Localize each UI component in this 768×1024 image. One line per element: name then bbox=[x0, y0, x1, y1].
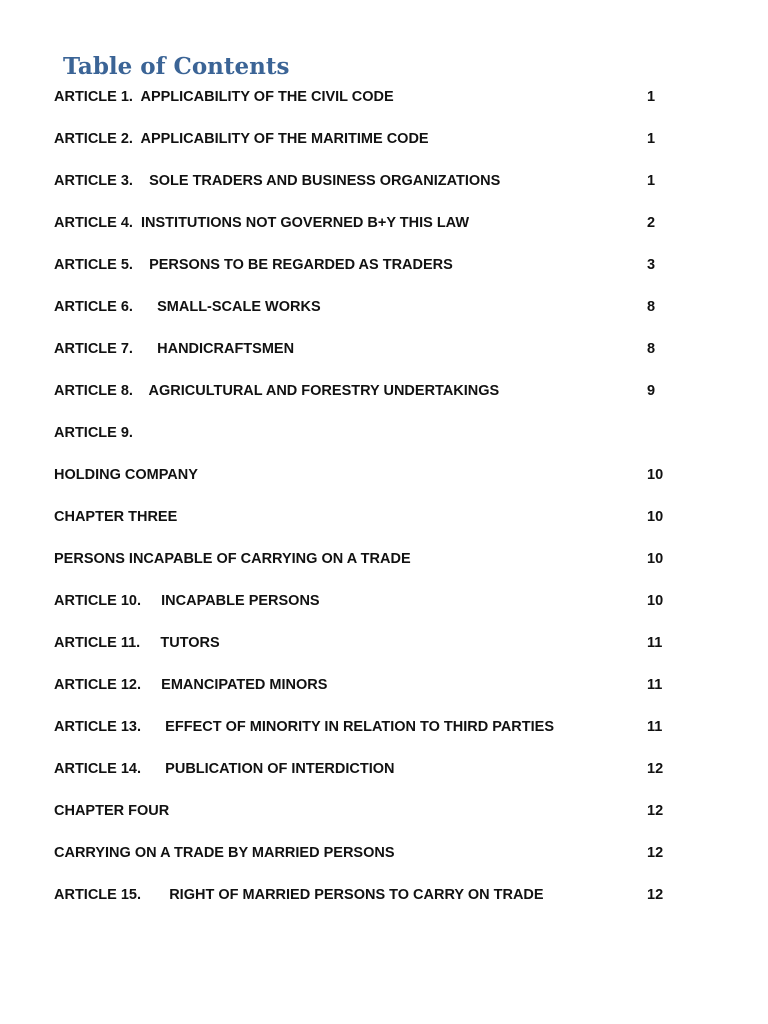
toc-entry[interactable] bbox=[0, 168, 768, 210]
toc-entry-page-number: 10 bbox=[647, 467, 664, 483]
toc-entry[interactable] bbox=[0, 210, 768, 252]
toc-entry-text: ARTICLE 8. AGRICULTURAL AND FORESTRY UNDERTAKINGS bbox=[54, 383, 500, 399]
toc-entry-text: ARTICLE 7. HANDICRAFTSMEN bbox=[54, 341, 295, 357]
toc-entry-text: ARTICLE 4. INSTITUTIONS NOT GOVERNED B+Y THIS LAW bbox=[54, 215, 470, 231]
toc-entry-text: ARTICLE 15. RIGHT OF MARRIED PERSONS TO CARRY ON TRADE bbox=[54, 887, 544, 903]
toc-entry[interactable] bbox=[0, 462, 768, 504]
toc-entry-text: PERSONS INCAPABLE OF CARRYING ON A TRADE bbox=[54, 551, 411, 567]
toc-entry-page-number: 8 bbox=[647, 299, 656, 315]
toc-entry-text: CHAPTER THREE bbox=[54, 509, 178, 525]
toc-entry-text: CARRYING ON A TRADE BY MARRIED PERSONS bbox=[54, 845, 395, 861]
toc-entry-page-number: 1 bbox=[647, 173, 656, 189]
toc-entry[interactable] bbox=[0, 294, 768, 336]
toc-entry-page-number: 10 bbox=[647, 551, 664, 567]
toc-entry[interactable] bbox=[0, 840, 768, 882]
toc-entry[interactable] bbox=[0, 672, 768, 714]
toc-entry-page-number: 2 bbox=[647, 215, 656, 231]
toc-entry[interactable] bbox=[0, 714, 768, 756]
toc-entry-page-number: 12 bbox=[647, 887, 664, 903]
toc-entry[interactable] bbox=[0, 882, 768, 924]
toc-entry-page-number: 10 bbox=[647, 509, 664, 525]
toc-entry-page-number: 12 bbox=[647, 761, 664, 777]
toc-entry-text: ARTICLE 6. SMALL-SCALE WORKS bbox=[54, 299, 321, 315]
toc-entry[interactable] bbox=[0, 504, 768, 546]
toc-entry[interactable] bbox=[0, 756, 768, 798]
toc-entry-text: ARTICLE 13. EFFECT OF MINORITY IN RELATION TO THIRD PARTIES bbox=[54, 719, 555, 735]
toc-entry-text: ARTICLE 14. PUBLICATION OF INTERDICTION bbox=[54, 761, 395, 777]
toc-entry-text: ARTICLE 12. EMANCIPATED MINORS bbox=[54, 677, 328, 693]
toc-entry[interactable] bbox=[0, 630, 768, 672]
toc-entry[interactable] bbox=[0, 126, 768, 168]
toc-entry-page-number: 10 bbox=[647, 593, 664, 609]
toc-entry-text: ARTICLE 1. APPLICABILITY OF THE CIVIL CODE bbox=[54, 89, 394, 105]
toc-entry-page-number: 9 bbox=[647, 383, 656, 399]
toc-entry[interactable] bbox=[0, 252, 768, 294]
toc-entry-text: CHAPTER FOUR bbox=[54, 803, 170, 819]
toc-list bbox=[0, 84, 768, 924]
toc-entry-page-number: 1 bbox=[647, 89, 656, 105]
toc-entry-text: ARTICLE 10. INCAPABLE PERSONS bbox=[54, 593, 320, 609]
toc-entry-page-number: 3 bbox=[647, 257, 656, 273]
toc-entry-page-number: 12 bbox=[647, 845, 664, 861]
toc-entry[interactable] bbox=[0, 588, 768, 630]
toc-entry[interactable] bbox=[0, 420, 768, 462]
toc-entry[interactable] bbox=[0, 798, 768, 840]
toc-entry-text: ARTICLE 5. PERSONS TO BE REGARDED AS TRADERS bbox=[54, 257, 453, 273]
toc-entry-text: ARTICLE 2. APPLICABILITY OF THE MARITIME CODE bbox=[54, 131, 429, 147]
toc-entry-page-number: 11 bbox=[647, 677, 663, 693]
toc-entry-text: HOLDING COMPANY bbox=[54, 467, 198, 483]
toc-entry-text: ARTICLE 9. bbox=[54, 425, 133, 441]
toc-entry-page-number: 8 bbox=[647, 341, 656, 357]
toc-entry[interactable] bbox=[0, 378, 768, 420]
toc-entry[interactable] bbox=[0, 84, 768, 126]
toc-entry[interactable] bbox=[0, 336, 768, 378]
toc-entry-page-number: 1 bbox=[647, 131, 656, 147]
toc-entry-text: ARTICLE 3. SOLE TRADERS AND BUSINESS ORGANIZATIONS bbox=[54, 173, 501, 189]
toc-entry[interactable] bbox=[0, 546, 768, 588]
toc-entry-page-number: 12 bbox=[647, 803, 664, 819]
toc-entry-page-number: 11 bbox=[647, 719, 663, 735]
toc-title: Table of Contents bbox=[63, 53, 290, 80]
toc-entry-text: ARTICLE 11. TUTORS bbox=[54, 635, 220, 651]
toc-entry-page-number: 11 bbox=[647, 635, 663, 651]
